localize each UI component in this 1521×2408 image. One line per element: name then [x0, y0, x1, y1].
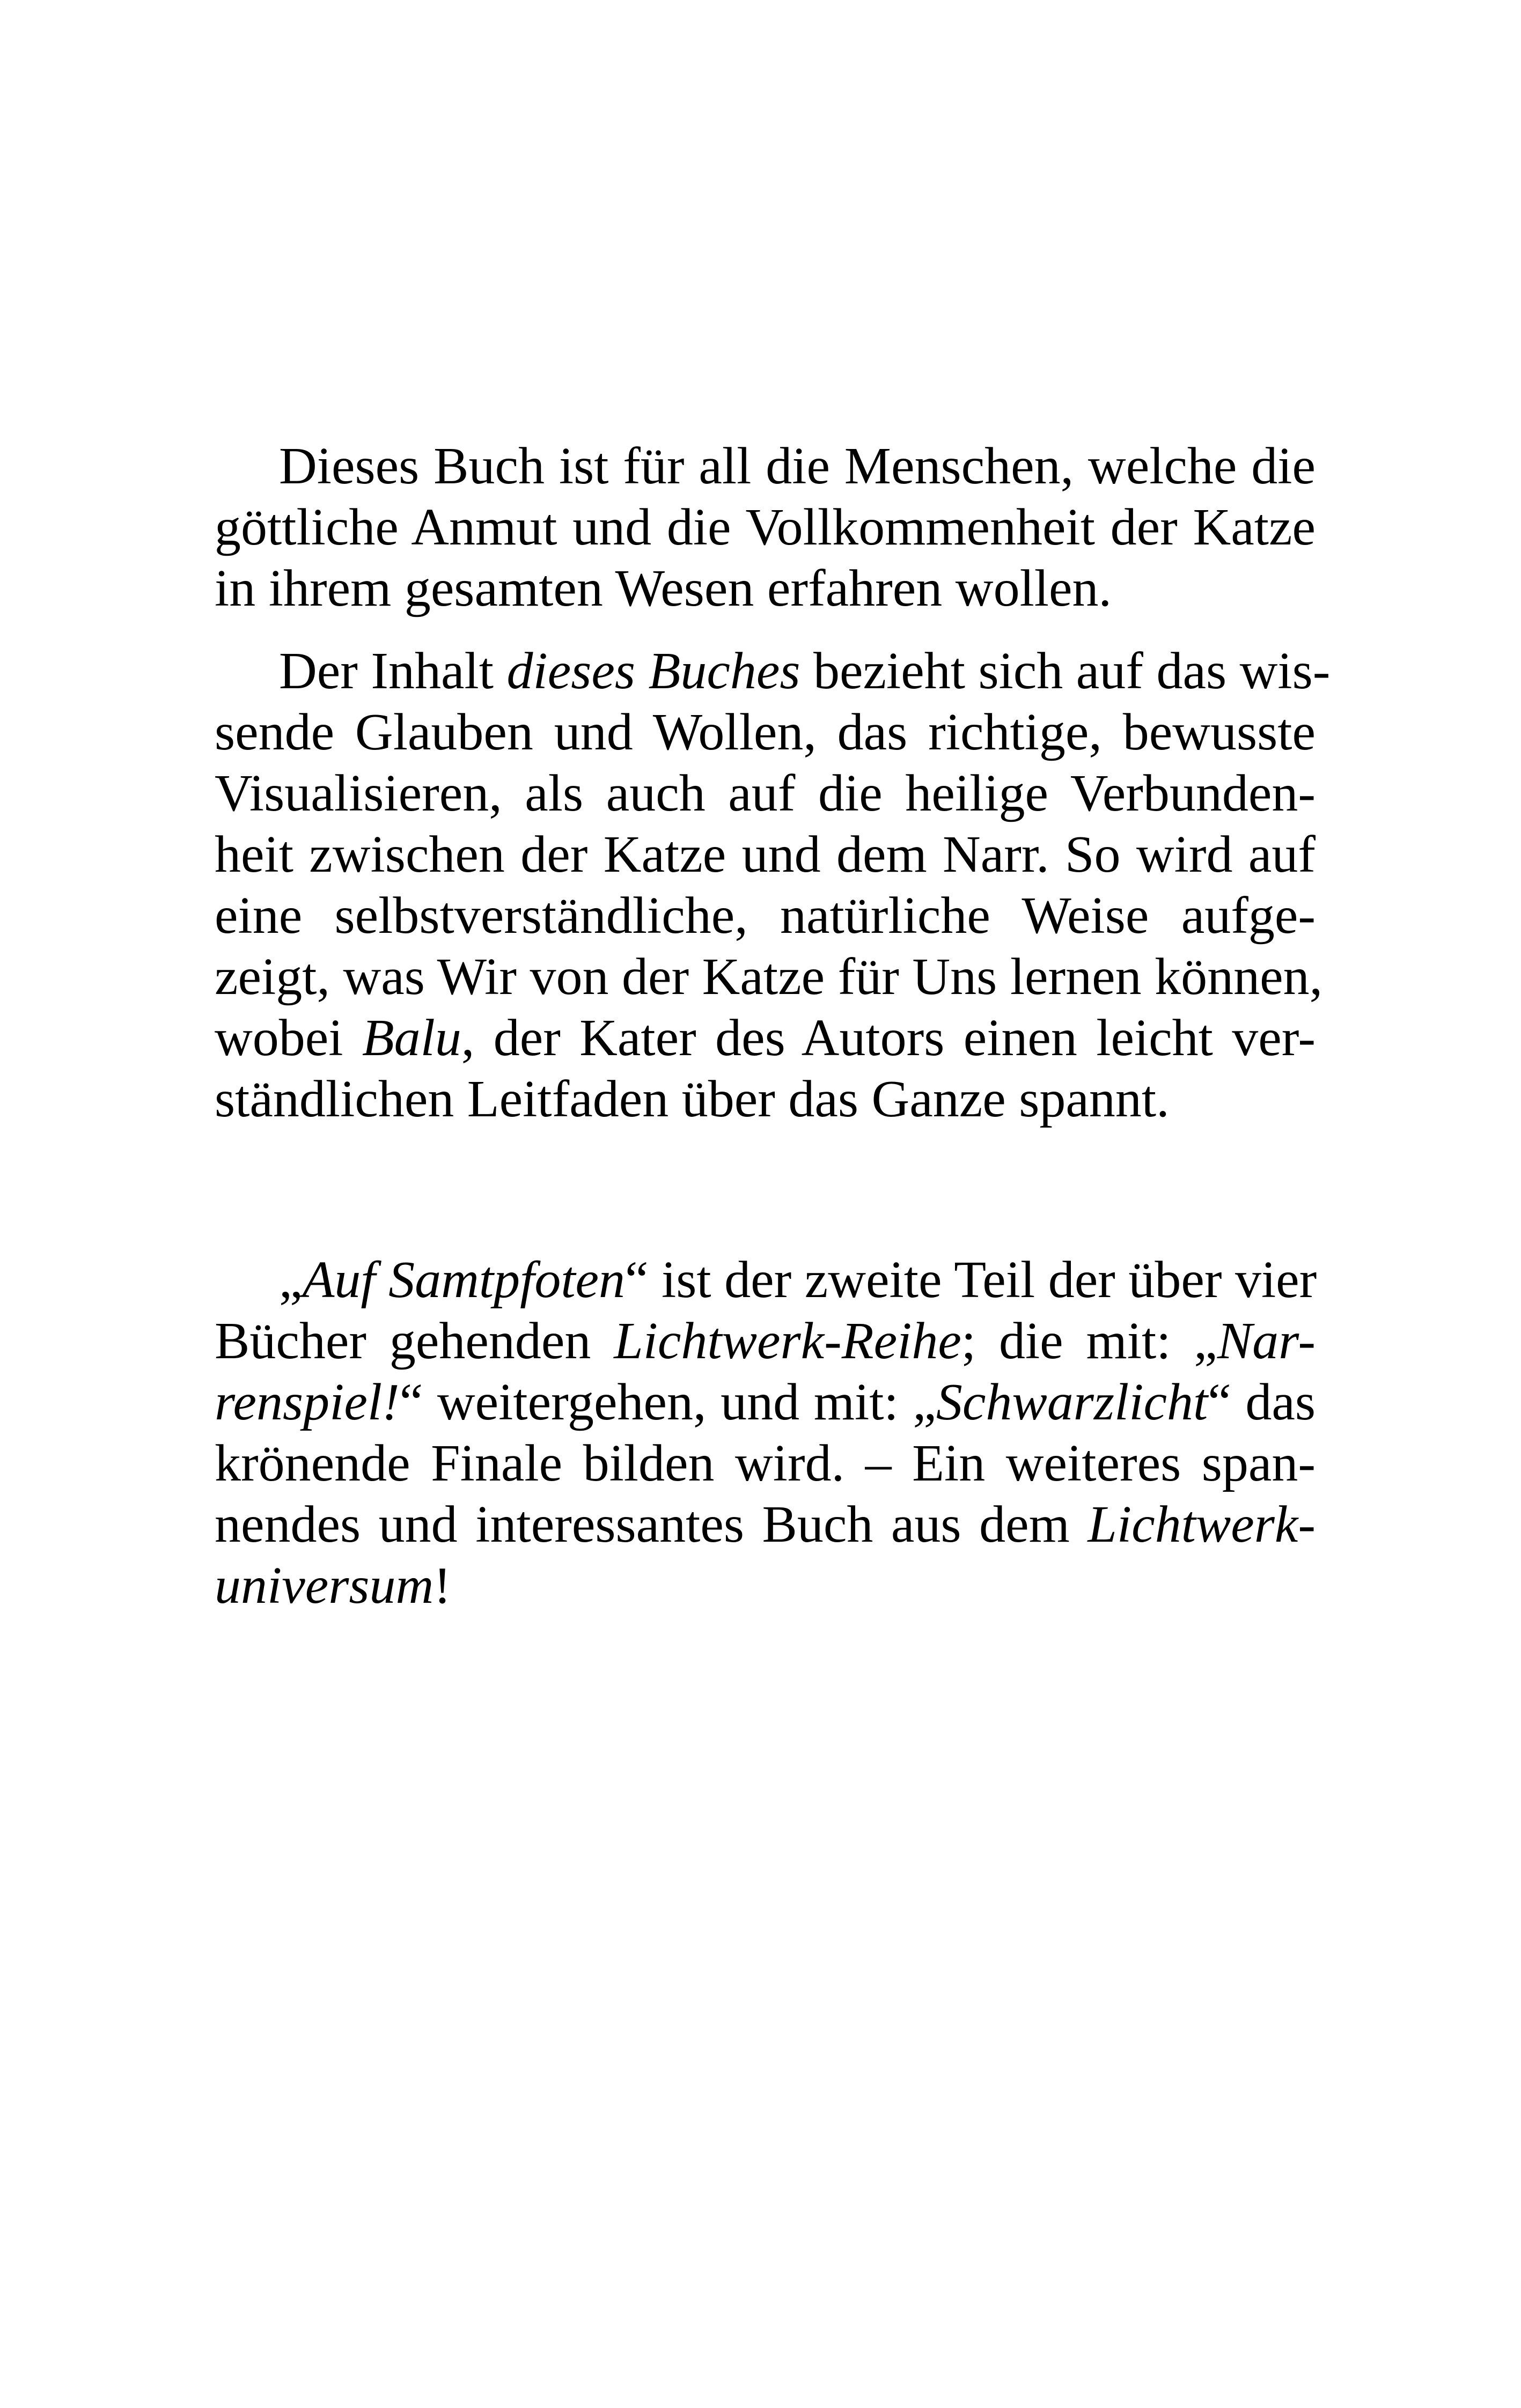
- text-run: ; die mit: „: [961, 1312, 1217, 1370]
- text-run: heit zwischen der Katze und dem Narr. So wird auf: [215, 826, 1316, 883]
- text-run: “ weitergehen, und mit: „: [399, 1373, 936, 1431]
- italic-text: universum: [215, 1557, 434, 1615]
- text-run: ständlichen Leitfaden über das Ganze spannt.: [215, 1070, 1170, 1128]
- italic-text: renspiel!: [215, 1373, 400, 1431]
- text-run: Visualisieren, als auch auf die heilige Verbunden-: [215, 764, 1316, 822]
- italic-text: Nar-: [1217, 1312, 1316, 1370]
- text-run: Der Inhalt: [279, 642, 507, 700]
- text-run: zeigt, was Wir von der Katze für Uns lernen können,: [215, 948, 1323, 1006]
- text-run: Bücher gehenden: [215, 1312, 614, 1370]
- italic-text: Lichtwerk-Reihe: [614, 1312, 961, 1370]
- text-run: in ihrem gesamten Wesen erfahren wollen.: [215, 559, 1112, 617]
- text-run: wobei: [215, 1009, 362, 1067]
- text-line: [215, 558, 1316, 619]
- text-line: [215, 1310, 1316, 1372]
- text-line: [215, 946, 1323, 1007]
- text-run: eine selbstverständliche, natürliche Weise aufge-: [215, 887, 1316, 945]
- paragraph-series: [215, 1249, 1316, 1616]
- intro-text-block: [215, 436, 1331, 1130]
- text-line: [215, 702, 1316, 763]
- text-line: [215, 763, 1316, 824]
- italic-text: Lichtwerk-: [1088, 1496, 1316, 1553]
- text-line: [215, 1069, 1316, 1130]
- italic-text: dieses Buches: [506, 642, 800, 700]
- text-run: !: [433, 1557, 451, 1615]
- text-line: [215, 1433, 1316, 1494]
- text-run: bezieht sich auf das wis-: [800, 642, 1331, 700]
- text-run: , der Kater des Autors einen leicht ver-: [461, 1009, 1316, 1067]
- text-line: [215, 497, 1316, 558]
- text-run: göttliche Anmut und die Vollkommenheit der Katze: [215, 498, 1316, 556]
- text-line: [215, 436, 1316, 497]
- italic-text: Schwarzlicht: [936, 1373, 1208, 1431]
- italic-text: Balu: [362, 1009, 461, 1067]
- text-run: krönende Finale bilden wird. – Ein weiteres span-: [215, 1434, 1316, 1492]
- paragraph-intro: [215, 436, 1316, 619]
- text-run: sende Glauben und Wollen, das richtige, bewusste: [215, 703, 1316, 761]
- text-run: “ das: [1208, 1373, 1316, 1431]
- text-line: [215, 885, 1316, 946]
- text-line: [215, 640, 1331, 702]
- series-text-block: [215, 1249, 1316, 1616]
- paragraph-content: [215, 640, 1331, 1130]
- text-line: [215, 1555, 1316, 1616]
- text-line: [215, 1249, 1316, 1310]
- text-run: “ ist der zweite Teil der über vier: [625, 1251, 1317, 1309]
- text-line: [215, 1007, 1316, 1069]
- text-line: [215, 1494, 1316, 1555]
- text-line: [215, 1372, 1316, 1433]
- text-run: nendes und interessantes Buch aus dem: [215, 1496, 1088, 1553]
- text-run: Dieses Buch ist für all die Menschen, welche die: [279, 437, 1316, 495]
- italic-text: Auf Samtpfoten: [302, 1251, 626, 1309]
- text-run: „: [279, 1251, 303, 1309]
- text-line: [215, 824, 1316, 885]
